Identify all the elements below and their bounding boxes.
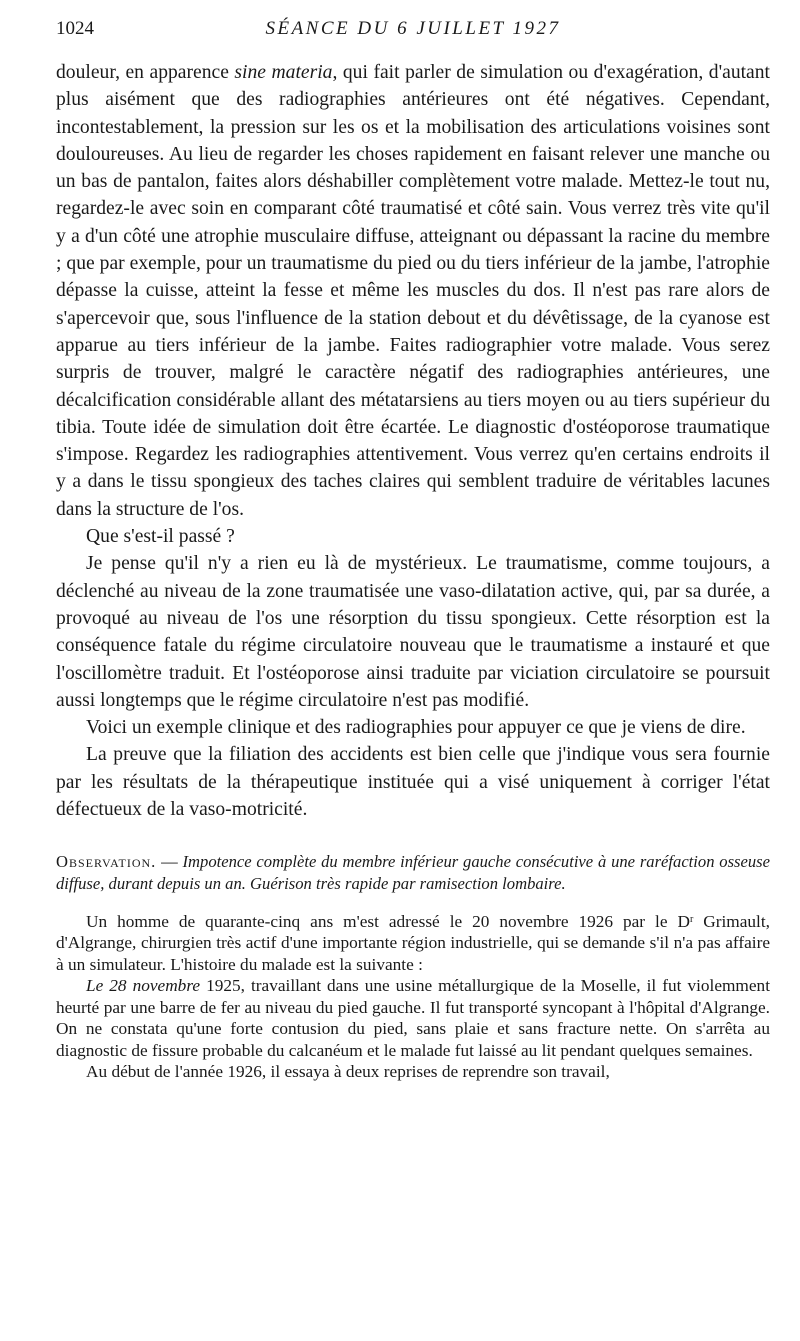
case-paragraph: Un homme de quarante-cinq ans m'est adressé le 20 novembre 1926 par le $D^r$ Grimault, d'Algrange, chirurgien très actif d'une importante région industrielle, qui se demande s'il n'a pas affaire à un simulateur. L'histoire du malade est la suivante : [56,911,770,974]
observation-title: Impotence complète du membre inférieur gauche consécutive à une raréfaction osseuse diffuse, durant depuis un an. Guérison très rapide par ramisection lombaire. [56,852,771,894]
observation-label: Observation. [56,852,157,872]
paragraph: douleur, en apparence sine materia, qui fait parler de simulation ou d'exagération, d'autant plus aisément que des radiographies antérieures ont été négatives. Cependant, incontestablement, la pression sur les os et la mobilisation des articulations voisines sont douloureuses. Au lieu de regarder les choses rapidement en faisant relever une manche ou un bas de pantalon, faites alors déshabiller complètement votre malade. Mettez-le tout nu, regardez-le avec soin en comparant côté traumatisé et côté sain. Vous verrez très vite qu'il y a d'un côté une atrophie musculaire diffuse, atteignant ou dépassant la racine du membre ; que par exemple, pour un traumatisme du pied ou du tiers inférieur de la jambe, l'atrophie dépasse la cuisse, atteint la fesse et même les muscles du dos. Il n'est pas rare alors de s'apercevoir que, sous l'influence de la station debout et du dévêtissage, de la cyanose est apparue au tiers inférieur de la jambe. Faites radiographier votre malade. Vous serez surpris de trouver, malgré le caractère négatif des radiographies antérieures, une décalcification considérable allant des métatarsiens au tiers moyen ou au tiers supérieur du tibia. Toute idée de simulation doit être écartée. Le diagnostic d'ostéoporose traumatique s'impose. Regardez les radiographies attentivement. Vous verrez qu'en certains endroits il y a dans le tissu spongieux des taches claires qui semblent traduire de véritables lacunes dans la structure de l'os. [56,62,770,520]
running-title: SÉANCE DU 6 JUILLET 1927 [265,18,561,39]
body-text [56,59,770,1083]
paragraph: Je pense qu'il n'y a rien eu là de mystérieux. Le traumatisme, comme toujours, a déclenché au niveau de la zone traumatisée une vaso-dilatation active, qui, par sa durée, a provoqué au niveau de l'os une résorption du tissu spongieux. Cette résorption est la conséquence fatale du régime circulatoire nouveau que le traumatisme a instauré et que l'oscillomètre traduit. Et l'ostéoporose ainsi traduite par viciation circulatoire se poursuit aussi longtemps que le régime circulatoire n'est pas modifié. [56,553,770,711]
case-report [56,909,770,1083]
latin-phrase: sine materia [234,62,333,83]
case-paragraph: Au début de l'année 1926, il essaya à deux reprises de reprendre son travail, [86,1062,610,1082]
page-header [56,18,770,44]
observation-heading: Observation. — Impotence complète du membre inférieur gauche consécutive à une raréfaction osseuse diffuse, durant depuis un an. Guérison très rapide par ramisection lombaire. [56,852,771,894]
paragraph: Que s'est-il passé ? [86,526,235,548]
page-number: 1024 [56,18,94,39]
case-paragraph: Le 28 novembre 1925, travaillant dans une usine métallurgique de la Moselle, il fut violemment heurté par une barre de fer au niveau du pied gauche. Il fut transporté syncopant à l'hôpital d'Algrange. On ne constata qu'une forte contusion du pied, sans plaie et sans fracture nette. On s'arrêta au diagnostic de fissure probable du calcanéum et le malade fut laissé au lit pendant quelques semaines. [56,976,770,1060]
paragraph: La preuve que la filiation des accidents est bien celle que j'indique vous sera fournie par les résultats de la thérapeutique instituée qui a visé uniquement à corriger l'état défectueux de la vaso-motricité. [56,744,770,821]
paragraph: Voici un exemple clinique et des radiographies pour appuyer ce que je viens de dire. [86,717,746,739]
main-text [56,59,770,823]
